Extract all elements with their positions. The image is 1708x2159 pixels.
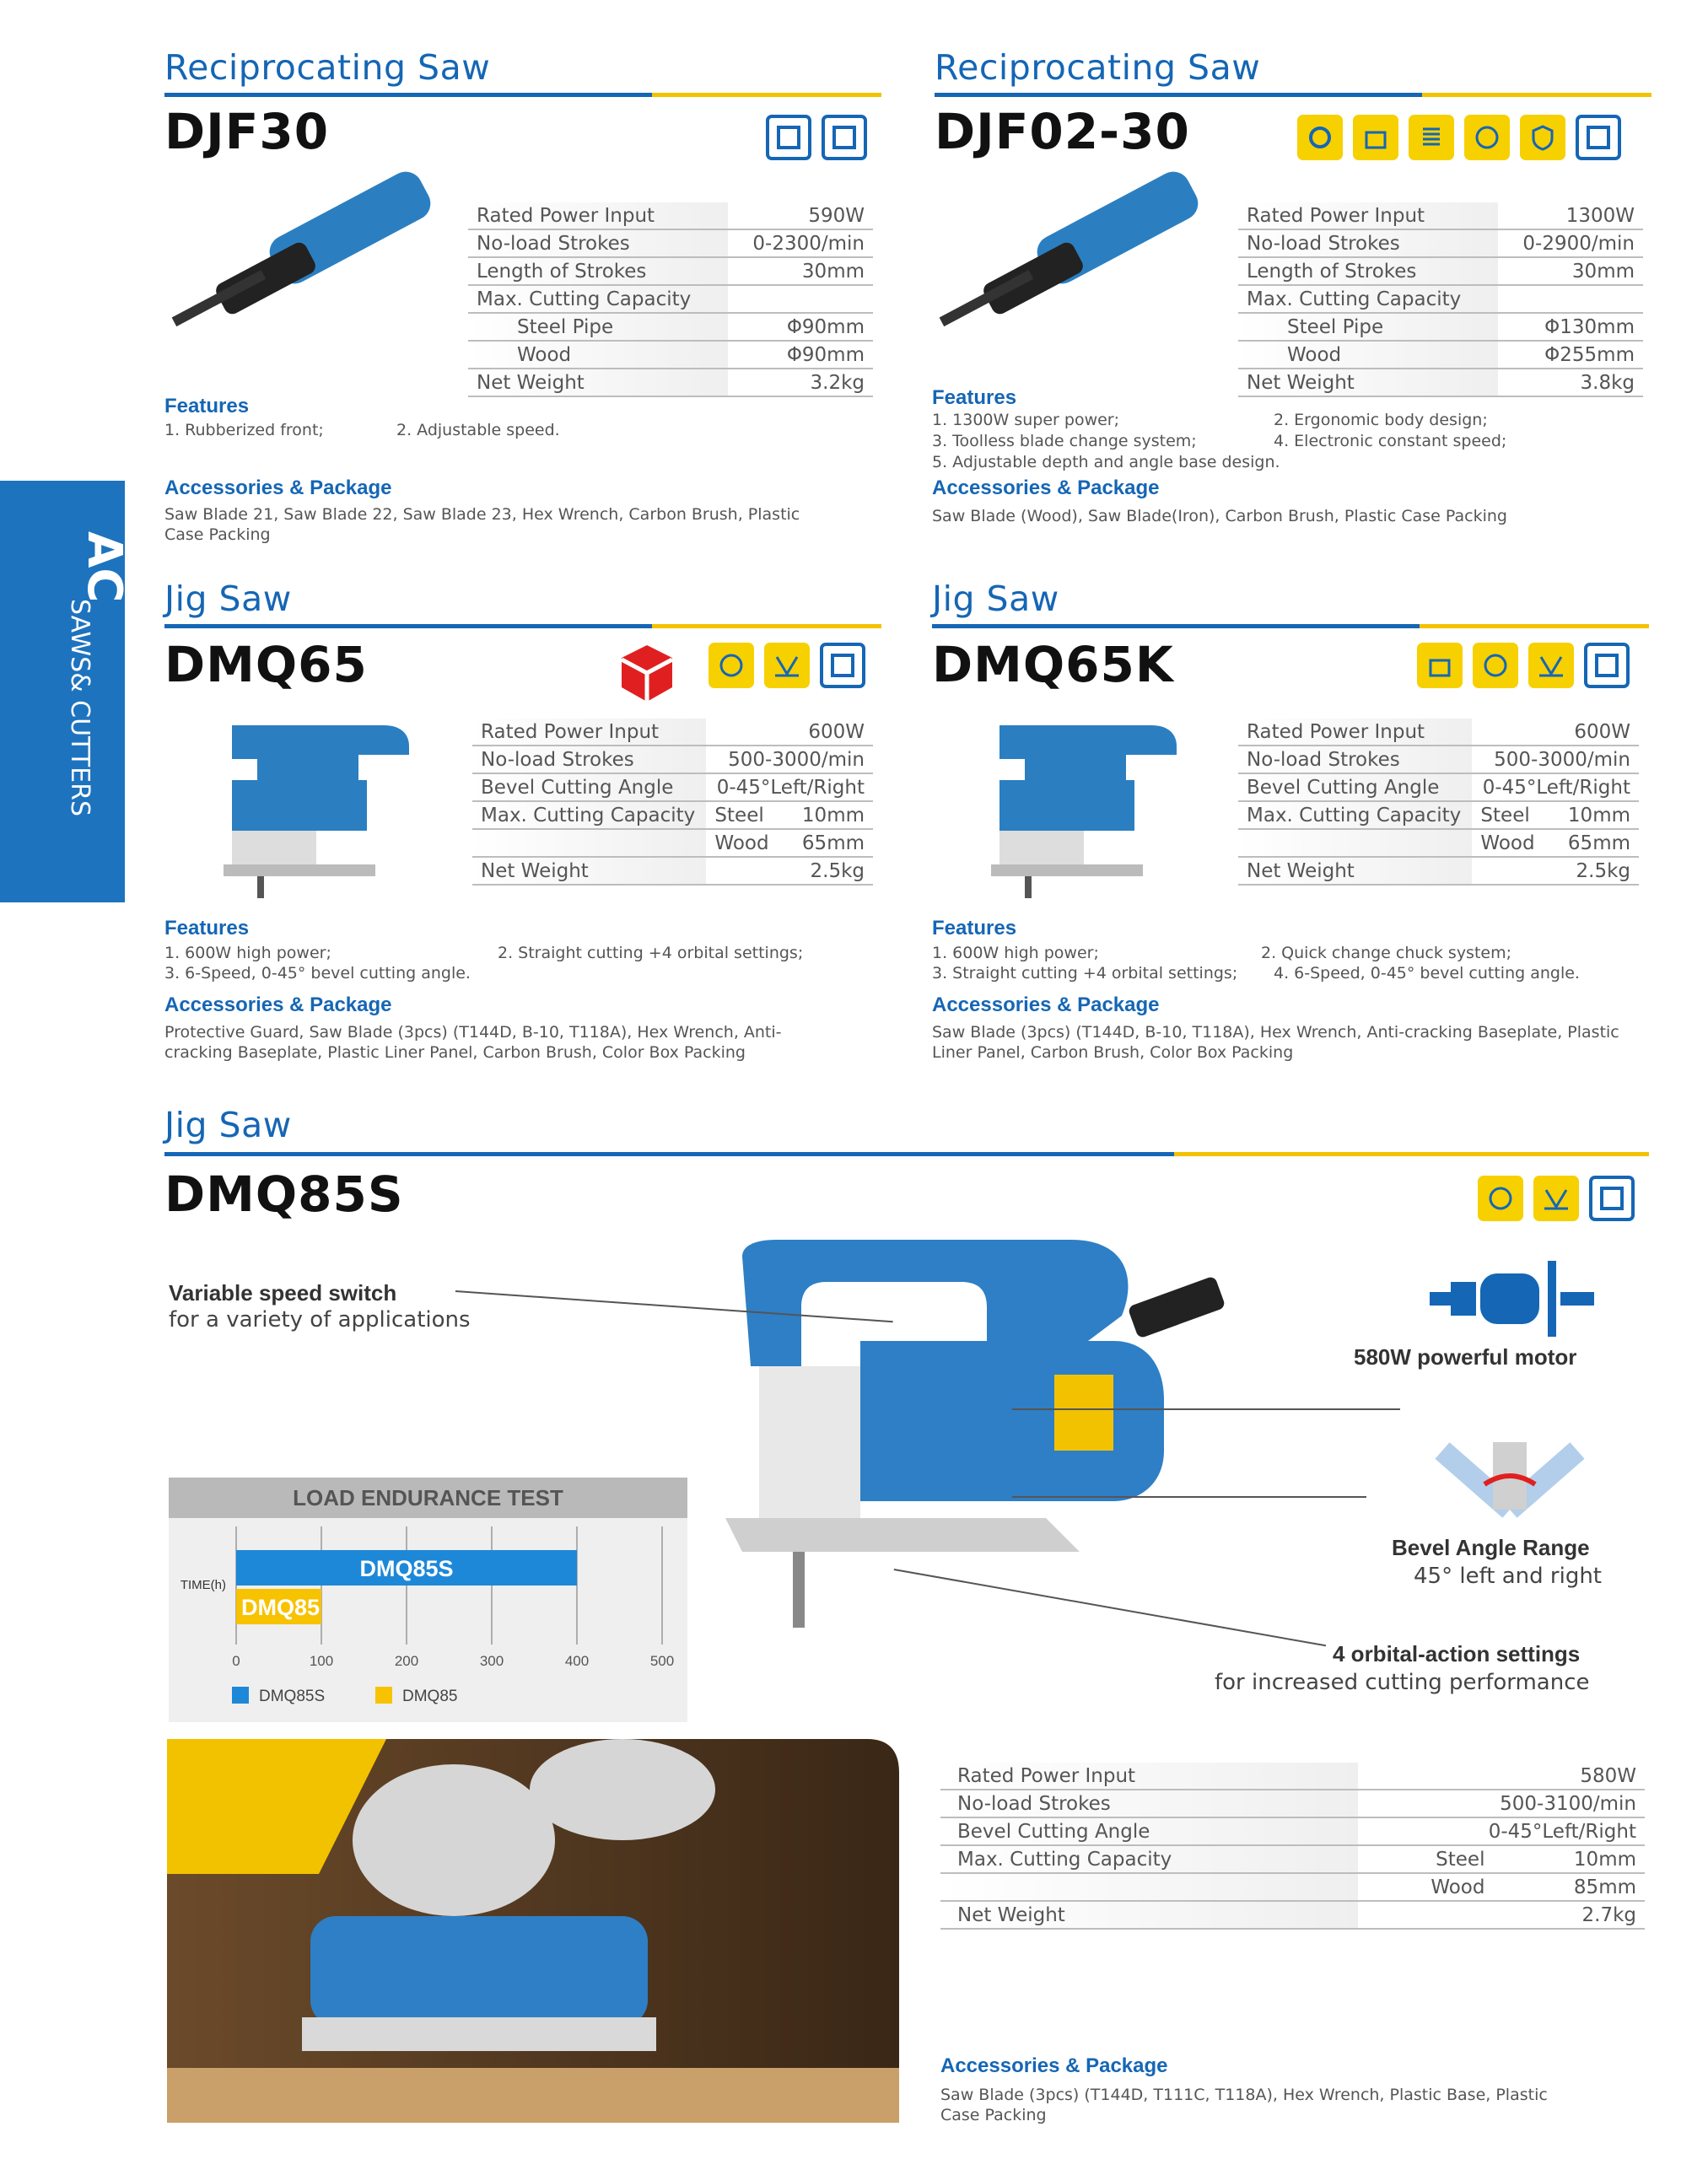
shield-icon — [1520, 115, 1565, 160]
box-icon — [616, 641, 679, 708]
chart-plot — [169, 1518, 687, 1722]
category-rule — [164, 1152, 1649, 1156]
category-rule — [935, 93, 1651, 97]
gear-icon — [1297, 115, 1343, 160]
badge-row — [1297, 115, 1621, 160]
spec-table: Rated Power Input 1300W No-load Strokes 0-2900/min Length of Strokes 30mm Max. Cutting Capacity Steel Pipe Φ130mm Wood Φ255mm Net Weight 3.8kg — [1238, 202, 1643, 397]
spec-table: Rated Power Input 580W No-load Strokes 500-3100/min Bevel Cutting Angle 0-45°Left/Right Max. Cutting Capacity Steel 10mm Wood 85mm Net Weight 2.7kg — [940, 1763, 1645, 1930]
feature-item: 1. 600W high power; — [164, 944, 331, 962]
badge-row — [1417, 643, 1630, 688]
accessories-text: Saw Blade (3pcs) (T144D, B-10, T118A), Hex Wrench, Anti-cracking Baseplate, Plastic Liner Panel, Carbon Brush, Color Box Packing — [932, 1023, 1619, 1062]
spring-icon — [1409, 115, 1454, 160]
case-icon — [1417, 643, 1463, 688]
bevel-angle-icon — [1417, 1434, 1603, 1526]
feature-item: 5. Adjustable depth and angle base design. — [932, 453, 1280, 471]
feature-item: 2. Quick change chuck system; — [1261, 944, 1512, 962]
feature-item: 3. Straight cutting +4 orbital settings; — [932, 964, 1238, 983]
features-heading: Features — [932, 386, 1017, 409]
side-tab — [0, 481, 132, 902]
bevel-icon — [1533, 1176, 1579, 1221]
feature-item: 2. Adjustable speed. — [396, 421, 560, 439]
load-endurance-chart — [169, 1478, 687, 1722]
legend-swatch — [232, 1687, 249, 1704]
callout-line — [1012, 1408, 1400, 1410]
badge-row — [709, 643, 865, 688]
motor-icon — [1421, 1257, 1607, 1341]
features-heading: Features — [164, 395, 250, 417]
double-insulation-badge — [1584, 643, 1630, 688]
callout-title: 4 orbital-action settings — [1333, 1641, 1581, 1666]
feature-item: 1. 1300W super power; — [932, 411, 1120, 429]
reciprocating-saw-image — [164, 169, 468, 380]
bar-label: DMQ85 — [241, 1595, 321, 1620]
model-name: DMQ65 — [164, 636, 368, 693]
model-name: DMQ85S — [164, 1166, 404, 1223]
x-tick-label: 100 — [309, 1653, 334, 1669]
chart-title: LOAD ENDURANCE TEST — [293, 1484, 563, 1510]
feature-item: 4. 6-Speed, 0-45° bevel cutting angle. — [1274, 964, 1580, 983]
model-name: DMQ65K — [932, 636, 1174, 693]
bevel-icon — [1528, 643, 1574, 688]
callout-text: 45° left and right — [1414, 1564, 1602, 1589]
callout-title: Bevel Angle Range — [1392, 1535, 1590, 1560]
accessories-heading: Accessories & Package — [164, 476, 392, 499]
spec-table: Rated Power Input 590W No-load Strokes 0-2300/min Length of Strokes 30mm Max. Cutting Capacity Steel Pipe Φ90mm Wood Φ90mm Net Weight 3.2kg — [468, 202, 873, 397]
category-title: Reciprocating Saw — [164, 47, 491, 88]
accessories-text: Saw Blade (Wood), Saw Blade(Iron), Carbon Brush, Plastic Case Packing — [932, 507, 1507, 525]
callout-title: 580W powerful motor — [1354, 1344, 1577, 1370]
category-rule — [164, 93, 881, 97]
double-insulation-badge — [820, 643, 865, 688]
accessories-text: Saw Blade 21, Saw Blade 22, Saw Blade 23, Hex Wrench, Carbon Brush, Plastic Case Packing — [164, 505, 800, 544]
accessories-heading: Accessories & Package — [932, 993, 1160, 1016]
reciprocating-saw-image — [932, 169, 1236, 380]
x-tick-label: 200 — [394, 1653, 419, 1669]
badge-row — [766, 115, 867, 160]
accessories-text: Protective Guard, Saw Blade (3pcs) (T144D, B-10, T118A), Hex Wrench, Anti-cracking Baseplate, Plastic Liner Panel, Carbon Brush, Color Box Packing — [164, 1023, 782, 1062]
x-tick-label: 0 — [232, 1653, 240, 1669]
category-rule — [164, 624, 881, 628]
bevel-icon — [764, 643, 810, 688]
accessories-heading: Accessories & Package — [932, 476, 1160, 499]
model-name: DJF30 — [164, 103, 330, 160]
badge-row — [1478, 1176, 1635, 1221]
side-tab-code: AC — [77, 531, 132, 603]
feature-item: 1. 600W high power; — [932, 944, 1099, 962]
callout-title: Variable speed switch — [169, 1280, 397, 1306]
speed-icon — [1464, 115, 1510, 160]
y-axis-label: TIME(h) — [180, 1578, 226, 1592]
callout-text: for a variety of applications — [169, 1307, 471, 1333]
feature-item: 4. Electronic constant speed; — [1274, 432, 1507, 450]
feature-item: 1. Rubberized front; — [164, 421, 324, 439]
category-rule — [932, 624, 1649, 628]
callout-text: for increased cutting performance — [1215, 1670, 1590, 1695]
feature-item: 2. Straight cutting +4 orbital settings; — [498, 944, 804, 962]
accessories-heading: Accessories & Package — [164, 993, 392, 1016]
double-insulation-badge — [766, 115, 811, 160]
spec-table: Rated Power Input 600W No-load Strokes 500-3000/min Bevel Cutting Angle 0-45°Left/Right Max. Cutting Capacity Steel 10mm Wood 65mm Net Weight 2.5kg — [472, 719, 873, 886]
category-title: Jig Saw — [932, 579, 1059, 619]
feature-item: 3. Toolless blade change system; — [932, 432, 1197, 450]
category-title: Reciprocating Saw — [935, 47, 1261, 88]
jig-saw-image — [207, 700, 443, 902]
feature-item: 2. Ergonomic body design; — [1274, 411, 1488, 429]
usage-photo — [167, 1739, 899, 2123]
x-tick-label: 300 — [479, 1653, 504, 1669]
category-title: Jig Saw — [164, 1105, 292, 1145]
jig-saw-image — [974, 700, 1210, 902]
double-insulation-badge — [1589, 1176, 1635, 1221]
features-heading: Features — [164, 917, 250, 940]
spec-table: Rated Power Input 600W No-load Strokes 500-3000/min Bevel Cutting Angle 0-45°Left/Right Max. Cutting Capacity Steel 10mm Wood 65mm Net Weight 2.5kg — [1238, 719, 1639, 886]
x-tick-label: 400 — [564, 1653, 590, 1669]
legend-label: DMQ85S — [259, 1688, 326, 1705]
side-tab-label: SAWS& CUTTERS — [65, 599, 94, 816]
speed-icon — [1478, 1176, 1523, 1221]
accessories-text: Saw Blade (3pcs) (T144D, T111C, T118A), Hex Wrench, Plastic Base, Plastic Case Packing — [940, 2086, 1548, 2124]
x-tick-label: 500 — [649, 1653, 675, 1669]
bar-label: DMQ85S — [359, 1556, 454, 1581]
speed-icon — [709, 643, 754, 688]
category-title: Jig Saw — [164, 579, 292, 619]
legend-label: DMQ85 — [402, 1688, 458, 1705]
double-insulation-badge — [1576, 115, 1621, 160]
features-heading: Features — [932, 917, 1017, 940]
accessories-heading: Accessories & Package — [940, 2054, 1168, 2077]
double-insulation-badge — [822, 115, 867, 160]
model-name: DJF02-30 — [935, 103, 1190, 160]
callout-line — [1012, 1496, 1366, 1498]
case-icon — [1353, 115, 1398, 160]
feature-item: 3. 6-Speed, 0-45° bevel cutting angle. — [164, 964, 471, 983]
speed-icon — [1473, 643, 1518, 688]
legend-swatch — [375, 1687, 392, 1704]
